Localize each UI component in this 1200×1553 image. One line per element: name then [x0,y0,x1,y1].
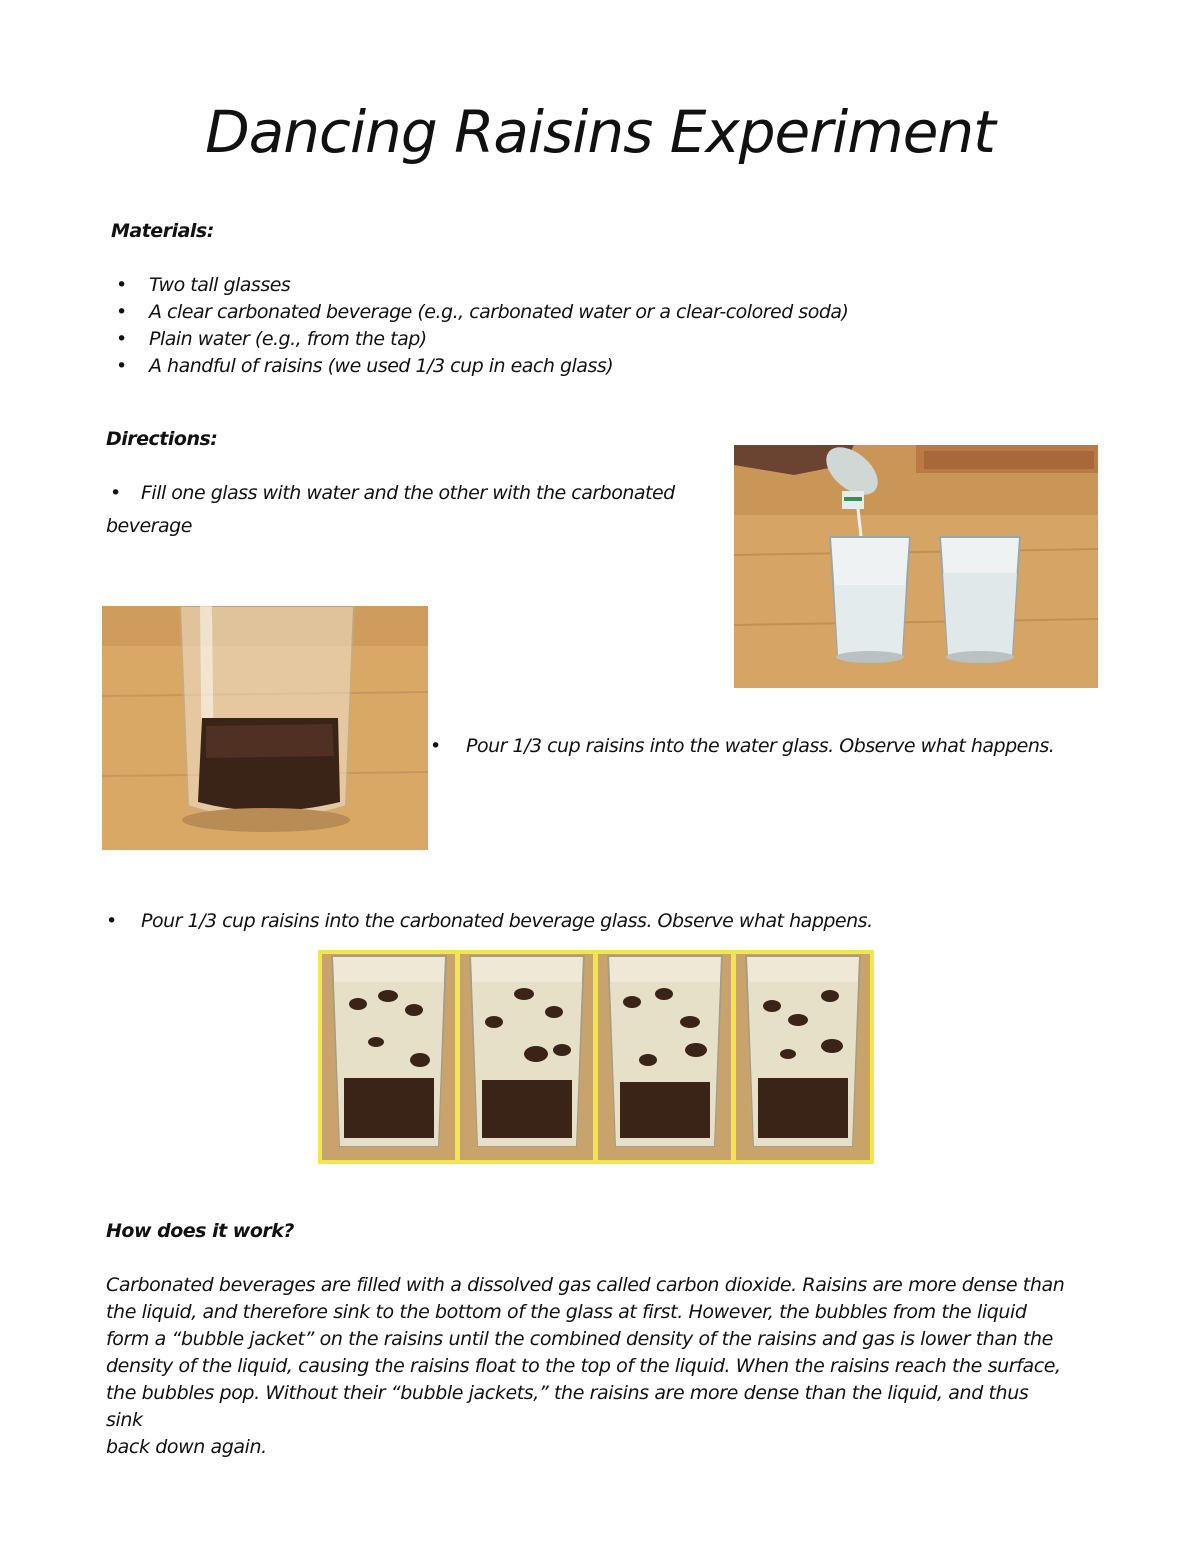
list-item: • Two tall glasses [111,272,848,299]
how-heading: How does it work? [106,1220,294,1242]
step-1-line-2: beverage [106,515,192,537]
materials-heading: Materials: [111,220,214,242]
step-3-text: Pour 1/3 cup raisins into the carbonated beverage glass. Observe what happens. [141,910,873,932]
paragraph-line: Carbonated beverages are filled with a dissolved gas called carbon dioxide. Raisins are more dense than [106,1274,1065,1296]
water-glass-photo [102,606,428,850]
list-item: • A handful of raisins (we used 1/3 cup in each glass) [111,353,848,380]
frame-4 [736,954,870,1160]
list-item: • Plain water (e.g., from the tap) [111,326,848,353]
paragraph-line: form a “bubble jacket” on the raisins until the combined density of the raisins and gas is lower than the [106,1328,1053,1350]
pouring-photo-illustration [734,445,1098,688]
materials-list [111,272,848,380]
step-1-line-1: Fill one glass with water and the other with the carbonated [141,482,675,504]
bullet-icon: • [106,910,118,932]
step-2-text: Pour 1/3 cup raisins into the water glass. Observe what happens. [466,735,1055,757]
explanation-paragraph [106,1272,1066,1461]
bullet-icon: • [430,735,442,757]
directions-heading: Directions: [106,428,218,450]
list-item: • A clear carbonated beverage (e.g., carbonated water or a clear-colored soda) [111,299,848,326]
paragraph-line: back down again. [106,1436,267,1458]
paragraph-line: the liquid, and therefore sink to the bottom of the glass at first. However, the bubbles from the liquid [106,1301,1027,1323]
water-glass-illustration [102,606,428,850]
dancing-raisins-illustration [318,950,874,1164]
pouring-photo [734,445,1098,688]
frame-2 [460,954,593,1160]
dancing-raisins-photo-strip [318,950,874,1164]
bullet-icon: • [110,482,122,504]
paragraph-line: the bubbles pop. Without their “bubble jackets,” the raisins are more dense than the liquid, and thus sink [106,1382,1029,1431]
frame-3 [598,954,731,1160]
frame-1 [322,954,455,1160]
page-title: Dancing Raisins Experiment [205,98,995,166]
paragraph-line: density of the liquid, causing the raisins float to the top of the liquid. When the raisins reach the surface, [106,1355,1061,1377]
